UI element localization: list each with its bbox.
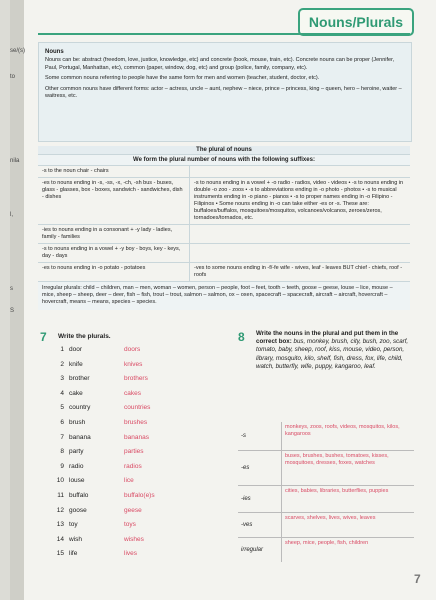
item-word: toy xyxy=(69,521,78,529)
item-answer: toys xyxy=(124,521,136,529)
rule-right xyxy=(190,244,410,262)
row-label: -es xyxy=(241,465,250,471)
item-word: knife xyxy=(69,360,83,368)
previous-page-margin xyxy=(10,0,24,600)
rule-left: -ies to nouns ending in a consonant + -y lady - ladies, family - families xyxy=(38,225,190,243)
list-item xyxy=(52,361,155,376)
item-answer: lives xyxy=(124,550,138,558)
answer-row xyxy=(238,538,414,562)
plurals-list xyxy=(52,346,155,565)
item-number: 4 xyxy=(60,389,64,397)
list-item xyxy=(52,404,155,419)
list-item xyxy=(52,521,155,536)
item-number: 13 xyxy=(56,521,64,529)
plural-rules-table xyxy=(38,146,410,310)
nouns-line-1: Nouns can be: abstract (freedom, love, justice, knowledge, etc) and concrete (book, mouse, train, etc). Concrete nouns can be proper (Jennifer, Paul, Portugal, Manhattan, etc), common (paper, window, dog, etc) and group (police, family, company, etc). xyxy=(45,57,395,71)
item-number: 2 xyxy=(60,360,64,368)
item-number: 7 xyxy=(60,433,64,441)
rule-left: -s to nouns ending in a vowel + -y boy - boys, key - keys, day - days xyxy=(38,244,190,262)
exercise-number: 7 xyxy=(40,330,47,344)
plural-rule-row xyxy=(38,244,410,263)
answer-row xyxy=(238,451,414,486)
list-item xyxy=(52,375,155,390)
item-number: 10 xyxy=(56,477,64,485)
margin-fragment: l, xyxy=(10,212,13,218)
item-word: radio xyxy=(69,462,84,470)
margin-fragment: S xyxy=(10,308,15,314)
rule-right: -ves to some nouns ending in -f/-fe wife - wives, leaf - leaves BUT chief - chiefs, roof - roofs xyxy=(194,265,403,278)
item-number: 11 xyxy=(57,491,64,499)
rule-right: -s to nouns ending in a vowel + -o radio - radios, video - videos • -s to nouns ending in double -o zoo - zoos • -s to abbreviations ending in -o photo - photos • -s to musical instruments ending in -o piano - pianos • -s to proper names ending in -o Filipino - Filipinos • Some nouns ending in -o can take either -es or -s. These are: buffaloes/buffalos, mosquitoes/mosquitos, volcanoes/volcanos, zeroes/zeros, tornadoes/tornados, etc. xyxy=(194,180,404,221)
item-word: door xyxy=(69,346,83,353)
row-answer: sheep, mice, people, fish, children xyxy=(281,538,414,562)
item-answer: bananas xyxy=(124,433,149,441)
item-answer: buffalo(e)s xyxy=(124,491,155,499)
margin-fragment: s xyxy=(10,286,13,292)
plural-rule-row xyxy=(38,166,410,178)
rule-left: -es to nouns ending in -o potato - potatoes xyxy=(38,263,190,281)
nouns-line-2: Some common nouns referring to people have the same form for men and women (teacher, student, doctor, etc). xyxy=(45,75,320,82)
answer-grid xyxy=(238,422,414,562)
row-label: irregular xyxy=(241,547,264,553)
workbook-page xyxy=(10,0,436,600)
margin-fragment: to xyxy=(10,74,16,80)
item-answer: wishes xyxy=(124,535,144,543)
list-item xyxy=(52,463,155,478)
item-number: 15 xyxy=(56,550,64,558)
item-answer: brushes xyxy=(124,418,148,426)
item-answer: radios xyxy=(124,462,142,470)
item-word: wish xyxy=(69,535,83,543)
exercise-title: Write the plurals. xyxy=(58,333,111,340)
item-number: 8 xyxy=(60,448,64,456)
item-word: louse xyxy=(69,477,85,485)
item-answer: doors xyxy=(124,346,141,353)
list-item xyxy=(52,536,155,551)
list-item xyxy=(52,419,155,434)
item-number: 14 xyxy=(56,535,64,543)
rule-right xyxy=(190,225,410,243)
irregular-plurals: Irregular plurals: child – children, man – men, woman – women, person – people, foot – feet, tooth – teeth, goose – geese, louse – lice, mouse – mice, sheep – sheep, deer – deer, fish – fish, trout – trout, salmon – salmon, ox – oxen, spacecraft – spacecraft, aircraft – aircraft, hovercraft – hovercraft, means – means, species – species. xyxy=(38,282,410,310)
item-number: 5 xyxy=(60,404,64,412)
row-label: -s xyxy=(241,433,246,439)
rule-left: -es to nouns ending in -s, -ss, -x, -ch, -sh bus - buses, glass - glasses, box - boxes, sandwich - sandwiches, dish - dishes xyxy=(38,178,190,224)
item-number: 9 xyxy=(60,462,64,470)
item-number: 12 xyxy=(56,506,64,514)
item-word: cake xyxy=(69,389,83,397)
nouns-body xyxy=(45,57,405,101)
item-word: goose xyxy=(69,506,87,514)
rule-right xyxy=(190,166,410,177)
list-item xyxy=(52,434,155,449)
plural-table-heading: The plural of nouns xyxy=(38,146,410,155)
row-label: -ies xyxy=(241,496,251,502)
answer-row xyxy=(238,422,414,451)
item-answer: brothers xyxy=(124,375,148,383)
exercise-instructions xyxy=(256,330,416,371)
item-answer: countries xyxy=(124,404,151,412)
list-item xyxy=(52,492,155,507)
item-number: 1 xyxy=(60,346,64,353)
list-item xyxy=(52,477,155,492)
nouns-heading: Nouns xyxy=(45,49,64,55)
plural-rule-row xyxy=(38,225,410,244)
row-answer: monkeys, zoos, roofs, videos, mosquitos, kilos, kangaroos xyxy=(281,422,414,450)
item-number: 6 xyxy=(60,418,64,426)
list-item xyxy=(52,550,155,565)
item-word: buffalo xyxy=(69,491,89,499)
item-answer: cakes xyxy=(124,389,141,397)
word-list: bus, monkey, brush, city, bush, zoo, scarf, tomato, baby, sheep, roof, kiss, mouse, video, person, library, mosquito, kilo, shelf, fish, dress, fox, life, child, watch, butterfly, wife, puppy, kangaroo, leaf. xyxy=(256,338,409,370)
row-answer: scarves, shelves, lives, wives, leaves xyxy=(281,513,414,537)
item-word: life xyxy=(69,550,78,558)
title-divider xyxy=(38,33,410,35)
item-answer: lice xyxy=(124,477,134,485)
nouns-line-3: Other common nouns have different forms: actor – actress, uncle – aunt, nephew – niece, prince – princess, king – queen, hero – heroine, waiter – waitress, etc. xyxy=(45,85,402,100)
item-number: 3 xyxy=(60,375,64,383)
margin-fragment: se/(s) xyxy=(10,48,25,54)
list-item xyxy=(52,448,155,463)
plural-rule-row xyxy=(38,263,410,282)
nouns-info-box xyxy=(38,42,412,142)
margin-fragment: nila xyxy=(10,158,20,164)
plural-table-subheading: We form the plural number of nouns with the following suffixes: xyxy=(38,155,410,166)
rule-left: -s to the noun chair - chairs xyxy=(38,166,190,177)
item-word: banana xyxy=(69,433,91,441)
page-title: Nouns/Plurals xyxy=(298,8,414,36)
row-label: -ves xyxy=(241,522,253,528)
exercise-number: 8 xyxy=(238,330,245,344)
item-word: party xyxy=(69,448,84,456)
item-answer: knives xyxy=(124,360,143,368)
list-item xyxy=(52,346,155,361)
item-word: brush xyxy=(69,418,86,426)
answer-row xyxy=(238,513,414,538)
item-answer: parties xyxy=(124,448,144,456)
page-number: 7 xyxy=(414,572,421,586)
row-answer: cities, babies, libraries, butterflies, puppies xyxy=(281,486,414,512)
exercise-title: Write the nouns in the plural and put them in the correct box: xyxy=(256,330,399,346)
item-word: country xyxy=(69,404,91,412)
item-answer: geese xyxy=(124,506,142,514)
list-item xyxy=(52,507,155,522)
answer-row xyxy=(238,486,414,513)
plural-rule-row xyxy=(38,178,410,225)
item-word: brother xyxy=(69,375,90,383)
list-item xyxy=(52,390,155,405)
row-answer: buses, brushes, bushes, tomatoes, kisses, mosquitoes, dresses, foxes, watches xyxy=(281,451,414,485)
